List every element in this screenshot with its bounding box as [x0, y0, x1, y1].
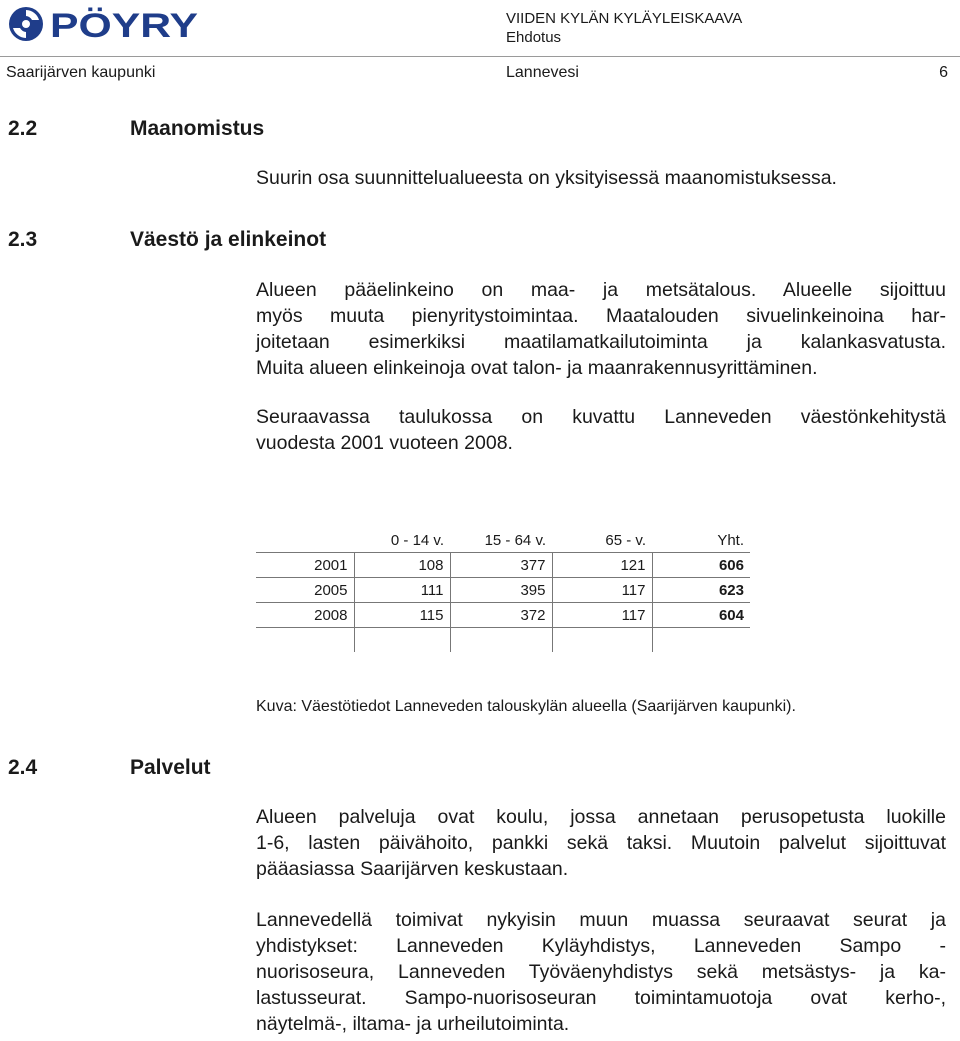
text-line: nuorisoseura, Lanneveden Työväenyhdistys sekä metsästys- ja ka-	[256, 961, 946, 983]
population-table	[256, 528, 744, 652]
text-line: Lannevedellä toimivat nykyisin muun muassa seuraavat seurat ja	[256, 909, 946, 931]
client-name: Saarijärven kaupunki	[6, 64, 156, 81]
text-line: myös muuta pienyritystoimintaa. Maatalouden sivuelinkeinoina har-	[256, 305, 946, 327]
table-cell-year: 2008	[256, 603, 354, 628]
table-header-cell: 15 - 64 v.	[450, 528, 552, 553]
text-line: Suurin osa suunnittelualueesta on yksityisessä maanomistuksessa.	[256, 167, 837, 189]
area-name: Lannevesi	[506, 64, 579, 81]
text-line: näytelmä-, iltama- ja urheilutoiminta.	[256, 1013, 570, 1035]
table-row	[256, 553, 750, 578]
table-cell-total: 604	[652, 603, 750, 628]
text-line: yhdistykset: Lanneveden Kyläyhdistys, Lanneveden Sampo -	[256, 935, 946, 957]
section-number: 2.4	[8, 756, 38, 779]
table-caption: Kuva: Väestötiedot Lanneveden talouskylän alueella (Saarijärven kaupunki).	[256, 698, 796, 715]
text-line: pääasiassa Saarijärven keskustaan.	[256, 858, 569, 880]
document-title-line2: Ehdotus	[506, 29, 562, 46]
section-title: Väestö ja elinkeinot	[130, 228, 327, 251]
logo-wordmark: PÖYRY	[50, 7, 199, 44]
table-row	[256, 578, 750, 603]
section-paragraph	[256, 404, 946, 456]
section-paragraph	[256, 907, 946, 1037]
document-title	[506, 9, 742, 47]
table-header-cell: 0 - 14 v.	[354, 528, 450, 553]
text-line: joitetaan esimerkiksi maatilamatkailutoiminta ja kalankasvatusta.	[256, 331, 946, 353]
table-cell: 108	[354, 553, 450, 578]
text-line: Alueen palveluja ovat koulu, jossa annetaan perusopetusta luokille	[256, 806, 946, 828]
text-line: Muita alueen elinkeinoja ovat talon- ja maanrakennusyrittäminen.	[256, 357, 818, 379]
table-cell: 117	[552, 578, 652, 603]
table-cell: 372	[450, 603, 552, 628]
section-paragraph	[256, 804, 946, 882]
table-header-cell	[256, 528, 354, 553]
table-cell: 117	[552, 603, 652, 628]
section-paragraph	[256, 277, 946, 381]
text-line: Seuraavassa taulukossa on kuvattu Lanneveden väestönkehitystä	[256, 406, 946, 428]
page-number: 6	[939, 64, 948, 81]
table-cell: 395	[450, 578, 552, 603]
section-number: 2.2	[8, 117, 38, 140]
table-cell: 115	[354, 603, 450, 628]
table-cell: 121	[552, 553, 652, 578]
text-line: 1-6, lasten päivähoito, pankki sekä taksi. Muutoin palvelut sijoittuvat	[256, 832, 946, 854]
table-row	[256, 603, 750, 628]
logo-symbol-icon	[9, 7, 43, 41]
section-paragraph	[256, 165, 946, 191]
header-divider	[0, 56, 960, 57]
table-header-cell: 65 - v.	[552, 528, 652, 553]
section-number: 2.3	[8, 228, 38, 251]
table-cell: 377	[450, 553, 552, 578]
table-cell: 111	[354, 578, 450, 603]
table-cell-total: 623	[652, 578, 750, 603]
text-line: vuodesta 2001 vuoteen 2008.	[256, 432, 513, 454]
table-cell-year: 2005	[256, 578, 354, 603]
table-empty-row	[256, 628, 750, 653]
text-line: lastusseurat. Sampo-nuorisoseuran toimintamuotoja ovat kerho-,	[256, 987, 946, 1009]
section-title: Palvelut	[130, 756, 211, 779]
section-title: Maanomistus	[130, 117, 265, 140]
table-header-row	[256, 528, 750, 553]
document-title-line1: VIIDEN KYLÄN KYLÄYLEISKAAVA	[506, 10, 743, 27]
table-cell-total: 606	[652, 553, 750, 578]
table-header-cell: Yht.	[652, 528, 750, 553]
text-line: Alueen pääelinkeino on maa- ja metsätalous. Alueelle sijoittuu	[256, 279, 946, 301]
poyry-logo	[6, 4, 201, 44]
table-cell-year: 2001	[256, 553, 354, 578]
